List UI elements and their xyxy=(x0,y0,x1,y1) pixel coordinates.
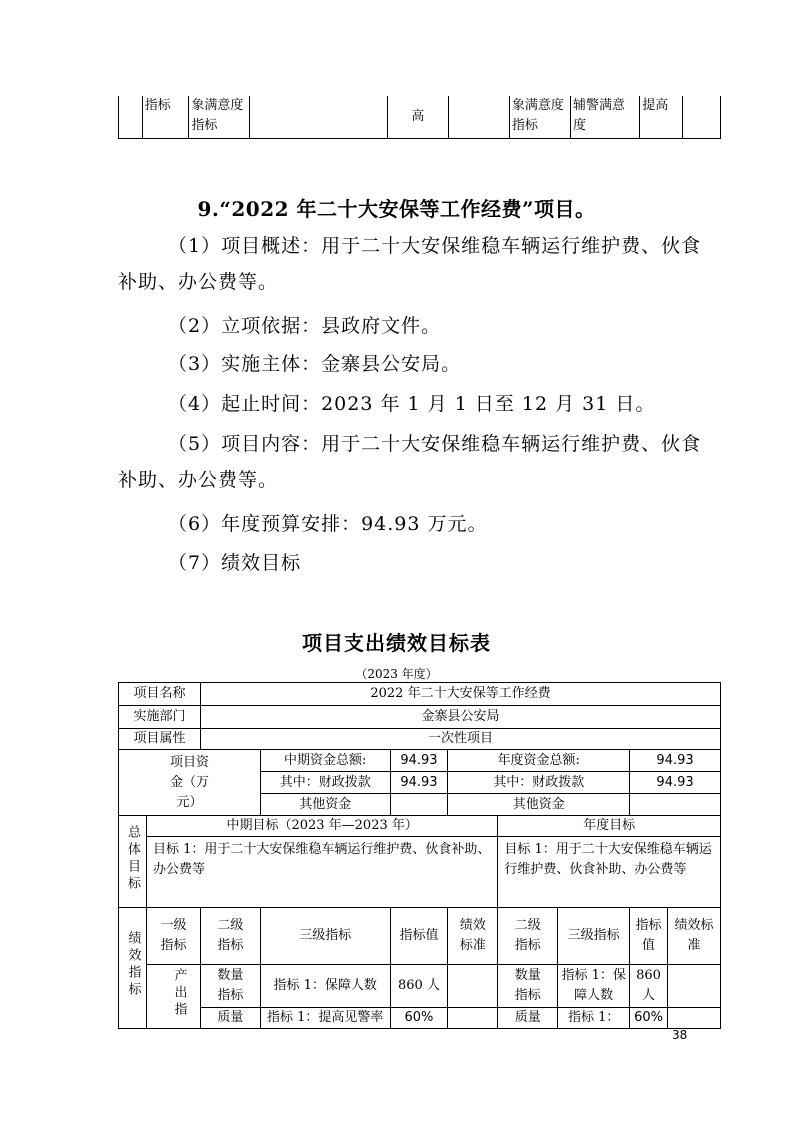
table-row xyxy=(119,965,721,1008)
paragraph: （4）起止时间：2023 年 1 月 1 日至 12 月 31 日。 xyxy=(168,393,656,415)
attr-label: 项目属性 xyxy=(119,729,201,750)
table-cell xyxy=(448,96,509,139)
table-year: （2023 年度） xyxy=(355,667,438,681)
paragraph: （6）年度预算安排：94.93 万元。 xyxy=(168,513,488,535)
table-row xyxy=(119,683,721,706)
mid-goal-header: 中期目标（2023 年—2023 年） xyxy=(146,816,497,837)
table-row xyxy=(119,706,721,729)
table-title: 项目支出绩效目标表 xyxy=(302,631,491,655)
perf-label: 绩效指标 xyxy=(119,908,147,1029)
funds-label: 项目资金（万元） xyxy=(119,750,261,816)
mid-other-label: 其他资金 xyxy=(260,794,390,816)
table-cell: 辅警满意度 xyxy=(570,96,639,139)
row1-standard-year xyxy=(668,965,721,1008)
year-fiscal-label: 其中：财政拨款 xyxy=(448,772,630,794)
section-heading: 9.“2022 年二十大安保等工作经费”项目。 xyxy=(197,197,596,221)
col-value: 指标值 xyxy=(390,908,448,965)
row1-level3-year: 指标 1：保障人数 xyxy=(558,965,630,1008)
overall-label: 总体目标 xyxy=(119,816,147,908)
table-row xyxy=(119,750,721,772)
year-total-label: 年度资金总额: xyxy=(448,750,630,772)
table-cell: 提高 xyxy=(640,96,682,139)
table-row xyxy=(119,1008,721,1029)
performance-table xyxy=(118,682,721,1029)
paragraph: （2）立项依据：县政府文件。 xyxy=(168,315,442,337)
col-value-year: 指标值 xyxy=(630,908,668,965)
mid-fiscal: 94.93 xyxy=(390,772,448,794)
project-name: 2022 年二十大安保等工作经费 xyxy=(200,683,720,706)
dept: 金寨县公安局 xyxy=(200,706,720,729)
attr: 一次性项目 xyxy=(200,729,720,750)
table-cell: 象满意度指标 xyxy=(509,96,570,139)
table-cell: 高 xyxy=(387,96,448,139)
row1-level2-year: 数量指标 xyxy=(498,965,558,1008)
row2-standard-year xyxy=(668,1008,721,1029)
year-fiscal: 94.93 xyxy=(630,772,721,794)
col-level2-year: 二级指标 xyxy=(498,908,558,965)
year-goal: 目标 1：用于二十大安保维稳车辆运行维护费、伙食补助、办公费等 xyxy=(498,837,721,908)
project-name-label: 项目名称 xyxy=(119,683,201,706)
mid-other xyxy=(390,794,448,816)
table-row xyxy=(119,729,721,750)
table-cell xyxy=(682,96,720,139)
col-level3: 三级指标 xyxy=(260,908,390,965)
table-row xyxy=(119,908,721,965)
page-number: 38 xyxy=(672,1028,688,1042)
row1-value-year: 860 人 xyxy=(630,965,668,1008)
row1-level2: 数量指标 xyxy=(200,965,260,1008)
output-label: 产出指 xyxy=(146,965,200,1029)
table-cell: 象满意度指标 xyxy=(189,96,250,139)
table-cell xyxy=(250,96,388,139)
row1-standard xyxy=(448,965,498,1008)
row2-standard xyxy=(448,1008,498,1029)
row2-level3-year: 指标 1： xyxy=(558,1008,630,1029)
paragraph: （1）项目概述：用于二十大安保维稳车辆运行维护费、伙食补助、办公费等。 xyxy=(118,235,702,293)
paragraph: （5）项目内容：用于二十大安保维稳车辆运行维护费、伙食补助、办公费等。 xyxy=(118,433,702,491)
year-goal-header: 年度目标 xyxy=(498,816,721,837)
mid-total-label: 中期资金总额: xyxy=(260,750,390,772)
dept-label: 实施部门 xyxy=(119,706,201,729)
row2-level2: 质量 xyxy=(200,1008,260,1029)
row2-level3: 指标 1：提高见警率 xyxy=(260,1008,390,1029)
col-level2: 二级指标 xyxy=(200,908,260,965)
year-total: 94.93 xyxy=(630,750,721,772)
table-cell: 指标 xyxy=(142,96,189,139)
mid-total: 94.93 xyxy=(390,750,448,772)
row2-value-year: 60% xyxy=(630,1008,668,1029)
table-row xyxy=(119,816,721,837)
mid-goal: 目标 1：用于二十大安保维稳车辆运行维护费、伙食补助、办公费等 xyxy=(146,837,497,908)
year-other xyxy=(630,794,721,816)
col-level1: 一级指标 xyxy=(146,908,200,965)
table-row xyxy=(119,837,721,908)
row2-level2-year: 质量 xyxy=(498,1008,558,1029)
col-level3-year: 三级指标 xyxy=(558,908,630,965)
carryover-table xyxy=(118,96,721,139)
table-row xyxy=(119,96,721,139)
year-other-label: 其他资金 xyxy=(448,794,630,816)
table-cell xyxy=(119,96,143,139)
mid-fiscal-label: 其中：财政拨款 xyxy=(260,772,390,794)
paragraph: （7）绩效目标 xyxy=(168,552,302,574)
col-standard-year: 绩效标准 xyxy=(668,908,721,965)
row1-value: 860 人 xyxy=(390,965,448,1008)
row1-level3: 指标 1：保障人数 xyxy=(260,965,390,1008)
col-standard: 绩效标准 xyxy=(448,908,498,965)
paragraph: （3）实施主体：金寨县公安局。 xyxy=(168,353,462,375)
row2-value: 60% xyxy=(390,1008,448,1029)
